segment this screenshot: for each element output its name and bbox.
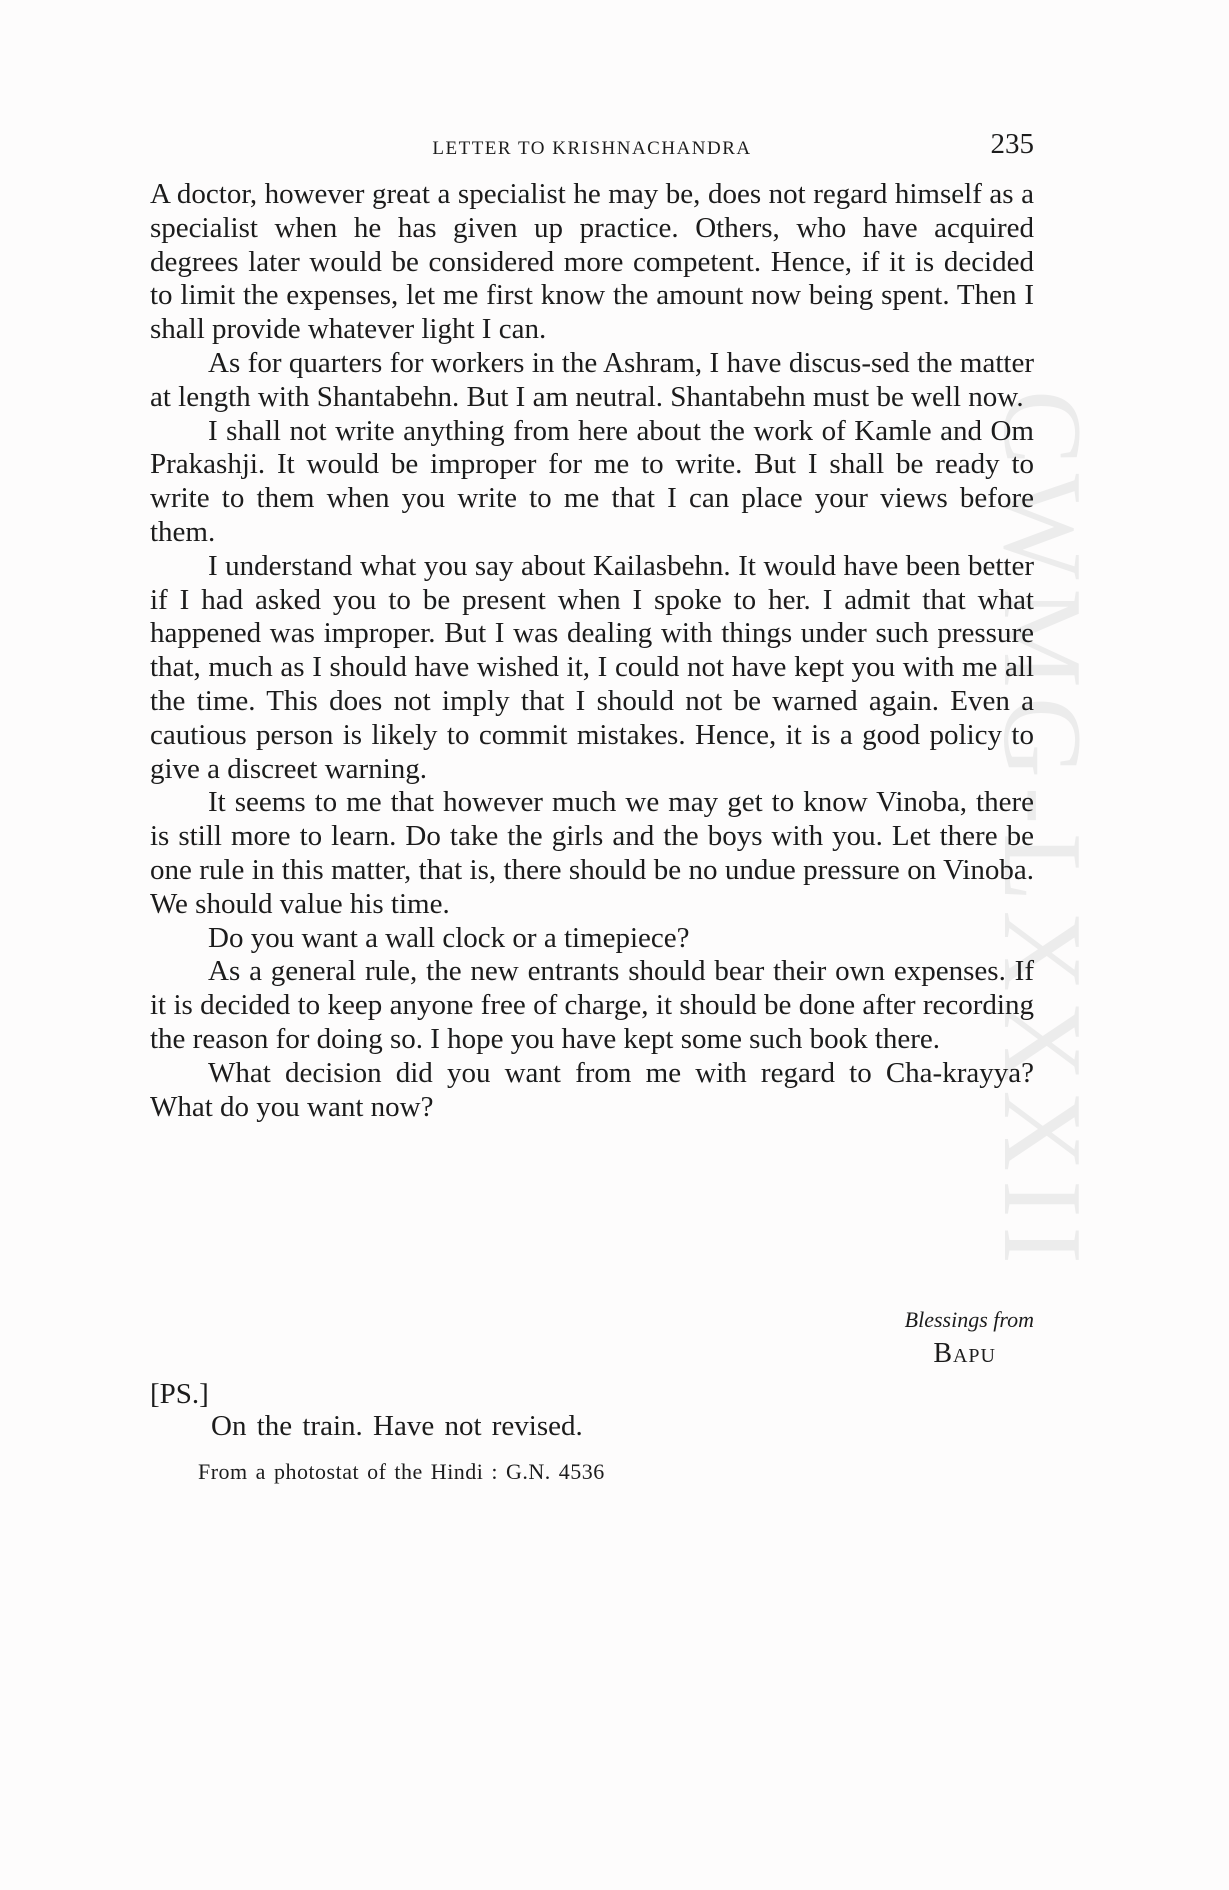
letter-body	[150, 178, 1034, 1124]
paragraph: Do you want a wall clock or a timepiece?	[208, 921, 690, 954]
closing	[150, 1303, 1034, 1371]
paragraph: I shall not write anything from here about the work of Kamle and Om Prakashji. It would be improper for me to write. But I shall be ready to write to them when you write to me that I can place your views before them.	[150, 414, 1034, 548]
postscript-text: On the train. Have not revised.	[211, 1410, 583, 1442]
paragraph: As a general rule, the new entrants should bear their own expenses. If it is decided to keep anyone free of charge, it should be done after recording the reason for doing so. I hope you have kept some such book there.	[150, 955, 1034, 1055]
running-title: LETTER TO KRISHNACHANDRA	[432, 138, 752, 159]
paragraph: What decision did you want from me with regard to Cha-krayya? What do you want now?	[150, 1056, 1034, 1123]
running-head	[150, 128, 1034, 168]
paragraph: I understand what you say about Kailasbehn. It would have been better if I had asked you to be present when I spoke to her. I admit that what happened was improper. But I was dealing with things under such pressure that, much as I should have wished it, I could not have kept you with me all the time. This does not imply that I should not be warned again. Even a cautious person is likely to commit mistakes. Hence, it is a good policy to give a discreet warning.	[150, 549, 1034, 785]
paragraph: It seems to me that however much we may get to know Vinoba, there is still more to learn. Do take the girls and the boys with you. Let there be one rule in this matter, that is, there should be no undue pressure on Vinoba. We should value his time.	[150, 786, 1034, 920]
postscript-label: [PS.]	[150, 1378, 209, 1410]
signature: Bapu	[933, 1337, 996, 1369]
page-number: 235	[990, 128, 1034, 160]
watermark-text: CWMG-LXXXII	[980, 390, 1104, 1273]
source-note: From a photostat of the Hindi : G.N. 4536	[198, 1459, 605, 1484]
closing-blessings: Blessings from	[904, 1307, 1034, 1332]
paragraph: A doctor, however great a specialist he may be, does not regard himself as a specialist when he has given up practice. Others, who have acquired degrees later would be considered more competent. Hence, if it is decided to limit the expenses, let me first know the amount now being spent. Then I shall provide whatever light I can.	[150, 178, 1034, 346]
paragraph: As for quarters for workers in the Ashram, I have discus-sed the matter at length with Shantabehn. But I am neutral. Shantabehn must be well now.	[150, 346, 1034, 413]
